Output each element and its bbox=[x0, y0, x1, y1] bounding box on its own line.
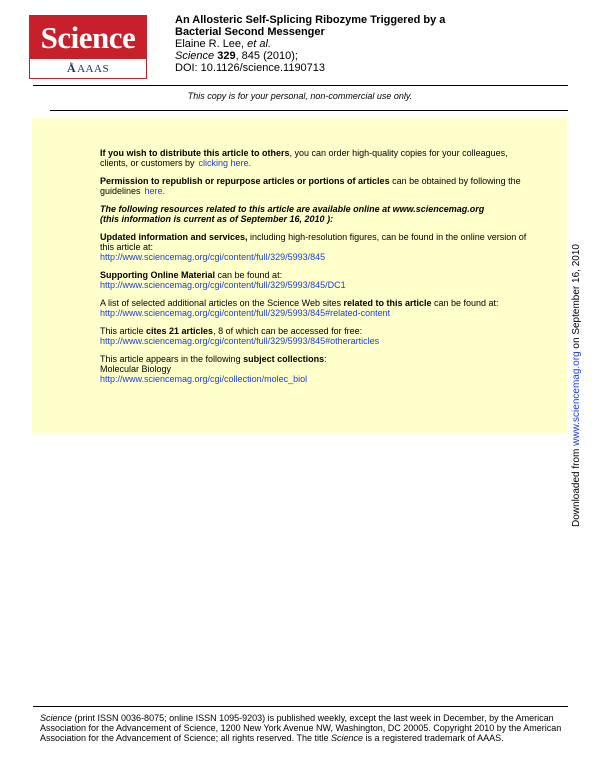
updated-heading: Updated information and services, bbox=[100, 232, 248, 242]
personal-use-notice: This copy is for your personal, non-commercial use only. bbox=[187, 91, 413, 101]
updated-paragraph bbox=[100, 232, 530, 262]
authors-et-al: et al. bbox=[247, 38, 272, 50]
footer-divider bbox=[33, 706, 568, 707]
footer-journal2: Science bbox=[330, 733, 364, 743]
cites-heading: cites 21 articles bbox=[146, 326, 214, 336]
updated-link[interactable]: http://www.sciencemag.org/cgi/content/full/329/5993/845 bbox=[100, 252, 326, 262]
collections-heading: subject collections bbox=[243, 354, 325, 364]
journal-name: Science bbox=[175, 50, 215, 62]
clicking-here-link[interactable]: clicking here. bbox=[198, 158, 252, 168]
cites-text1: This article bbox=[100, 326, 147, 336]
download-stamp bbox=[571, 244, 583, 527]
download-suffix: on September 16, 2010 bbox=[571, 244, 582, 352]
footer-journal: Science bbox=[40, 713, 73, 723]
guidelines-here-link[interactable]: here. bbox=[144, 186, 166, 196]
journal-pages: , 845 (2010); bbox=[235, 50, 298, 62]
journal-volume: 329 bbox=[217, 50, 236, 62]
aaas-text: AAAS bbox=[77, 63, 110, 75]
footer-text1: (print ISSN 0036-8075; online ISSN 1095-9203) is published weekly, except the last week in December, by the American Association for the Advancement of Science, 1200 New York Avenue NW, Washington, DC 20005. Copyright 2010 by the American Association for the Advancement of Science; all rights reserved. The title bbox=[40, 713, 562, 743]
copyright-footer bbox=[40, 713, 565, 743]
collections-text1: This article appears in the following bbox=[100, 354, 244, 364]
authors bbox=[175, 38, 535, 50]
collections-text2: : bbox=[324, 354, 327, 364]
related-text1: A list of selected additional articles on the Science Web sites bbox=[100, 298, 344, 308]
collection-link[interactable]: http://www.sciencemag.org/cgi/collection/molec_biol bbox=[100, 374, 308, 384]
article-title bbox=[175, 14, 535, 38]
related-paragraph bbox=[100, 298, 530, 318]
supporting-link[interactable]: http://www.sciencemag.org/cgi/content/full/329/5993/845/DC1 bbox=[100, 280, 346, 290]
notice-divider bbox=[50, 110, 568, 111]
updated-text: including high-resolution figures, can be found in the online version of this article at: bbox=[100, 232, 527, 252]
supporting-text: can be found at: bbox=[215, 270, 283, 280]
footer-text2: is a registered trademark of AAAS. bbox=[363, 733, 504, 743]
science-logo[interactable] bbox=[29, 15, 147, 79]
resources-line1: The following resources related to this article are available online at www.sciencemag.org bbox=[100, 204, 485, 214]
supporting-heading: Supporting Online Material bbox=[100, 270, 216, 280]
related-text2: can be found at: bbox=[431, 298, 499, 308]
cites-paragraph bbox=[100, 326, 530, 346]
resources-line2: (this information is current as of September 16, 2010 ): bbox=[100, 214, 334, 224]
permission-paragraph bbox=[100, 176, 530, 196]
aaas-logo bbox=[30, 59, 146, 78]
article-citation bbox=[175, 14, 535, 74]
collection-name: Molecular Biology bbox=[100, 364, 172, 374]
permission-text: can be obtained by following the guidelines bbox=[100, 176, 521, 196]
permission-heading: Permission to republish or repurpose articles or portions of articles bbox=[100, 176, 390, 186]
distribute-paragraph bbox=[100, 148, 530, 168]
supporting-paragraph bbox=[100, 270, 530, 290]
sciencemag-link[interactable]: www.sciencemag.org bbox=[571, 351, 582, 446]
distribute-heading: If you wish to distribute this article to others bbox=[100, 148, 290, 158]
article-title-line1: An Allosteric Self-Splicing Ribozyme Triggered by a bbox=[175, 14, 446, 26]
authors-names: Elaine R. Lee, bbox=[175, 38, 245, 50]
collections-paragraph bbox=[100, 354, 530, 384]
top-divider bbox=[33, 85, 568, 86]
science-wordmark: Science bbox=[30, 16, 146, 59]
aaas-icon: Å bbox=[66, 61, 77, 75]
distribute-text: , you can order high-quality copies for your colleagues, clients, or customers by bbox=[100, 148, 508, 168]
journal-reference bbox=[175, 50, 535, 62]
download-prefix: Downloaded from bbox=[571, 445, 582, 527]
article-title-line2: Bacterial Second Messenger bbox=[175, 26, 325, 38]
related-heading: related to this article bbox=[343, 298, 432, 308]
info-content bbox=[100, 148, 530, 392]
related-link[interactable]: http://www.sciencemag.org/cgi/content/full/329/5993/845#related-content bbox=[100, 308, 391, 318]
resources-notice bbox=[100, 204, 530, 224]
doi: DOI: 10.1126/science.1190713 bbox=[175, 62, 326, 74]
cites-link[interactable]: http://www.sciencemag.org/cgi/content/full/329/5993/845#otherarticles bbox=[100, 336, 380, 346]
cites-text2: , 8 of which can be accessed for free: bbox=[213, 326, 363, 336]
